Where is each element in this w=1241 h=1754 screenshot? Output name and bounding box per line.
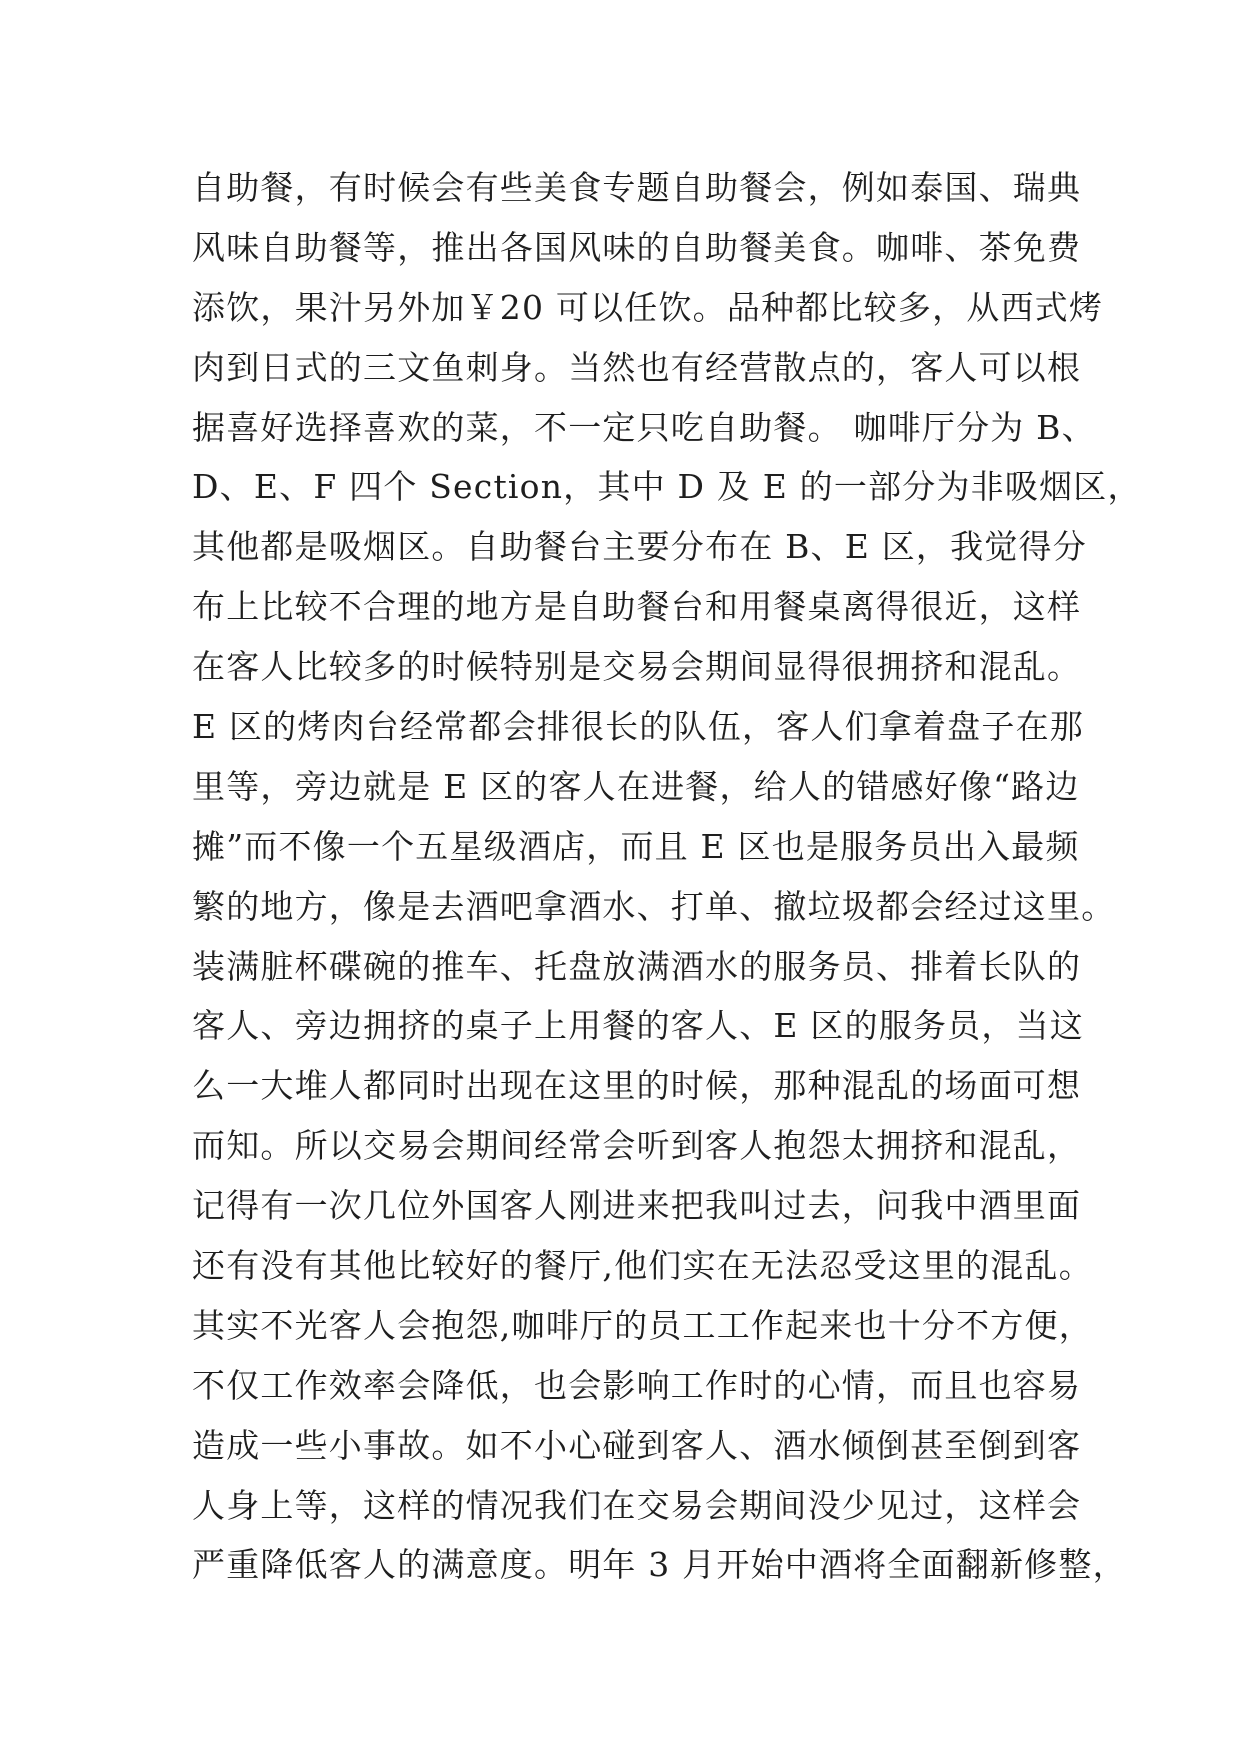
text-line: 而知。所以交易会期间经常会听到客人抱怨太拥挤和混乱， <box>192 1126 1082 1166</box>
text-line: 装满脏杯碟碗的推车、托盘放满酒水的服务员、排着长队的 <box>192 946 1082 986</box>
text-line: D、E、F 四个 Section，其中 D 及 E 的一部分为非吸烟区， <box>192 467 1142 507</box>
text-line: 还有没有其他比较好的餐厅,他们实在无法忍受这里的混乱。 <box>192 1246 1093 1286</box>
text-line: 在客人比较多的时候特别是交易会期间显得很拥挤和混乱。 <box>192 647 1082 687</box>
text-line: 人身上等，这样的情况我们在交易会期间没少见过，这样会 <box>192 1485 1082 1525</box>
text-line: 记得有一次几位外国客人刚进来把我叫过去，问我中酒里面 <box>192 1186 1082 1226</box>
text-line: 添饮，果汁另外加￥20 可以任饮。品种都比较多，从西式烤 <box>192 287 1104 327</box>
text-line: 风味自助餐等，推出各国风味的自助餐美食。咖啡、茶免费 <box>192 227 1082 267</box>
text-line: E 区的烤肉台经常都会排很长的队伍，客人们拿着盘子在那 <box>192 707 1084 747</box>
text-line: 其他都是吸烟区。自助餐台主要分布在 B、E 区，我觉得分 <box>192 527 1087 567</box>
text-line: 严重降低客人的满意度。明年 3 月开始中酒将全面翻新修整， <box>192 1545 1127 1585</box>
text-line: 其实不光客人会抱怨,咖啡厅的员工工作起来也十分不方便， <box>192 1305 1093 1345</box>
text-line: 肉到日式的三文鱼刺身。当然也有经营散点的，客人可以根 <box>192 347 1082 387</box>
body-text <box>192 158 1142 1595</box>
text-line: 造成一些小事故。如不小心碰到客人、酒水倾倒甚至倒到客 <box>192 1425 1082 1465</box>
text-line: 不仅工作效率会降低，也会影响工作时的心情，而且也容易 <box>192 1365 1082 1405</box>
text-line: 里等，旁边就是 E 区的客人在进餐，给人的错感好像“路边 <box>192 766 1080 806</box>
text-line: 客人、旁边拥挤的桌子上用餐的客人、E 区的服务员，当这 <box>192 1006 1084 1046</box>
text-line: 自助餐，有时候会有些美食专题自助餐会，例如泰国、瑞典 <box>192 168 1082 207</box>
text-line: 么一大堆人都同时出现在这里的时候，那种混乱的场面可想 <box>192 1066 1082 1106</box>
text-line: 据喜好选择喜欢的菜，不一定只吃自助餐。 咖啡厅分为 B、 <box>192 407 1096 447</box>
text-line: 繁的地方，像是去酒吧拿酒水、打单、撤垃圾都会经过这里。 <box>192 886 1116 926</box>
text-line: 布上比较不合理的地方是自助餐台和用餐桌离得很近，这样 <box>192 587 1082 627</box>
text-line: 摊”而不像一个五星级酒店，而且 E 区也是服务员出入最频 <box>192 826 1080 866</box>
